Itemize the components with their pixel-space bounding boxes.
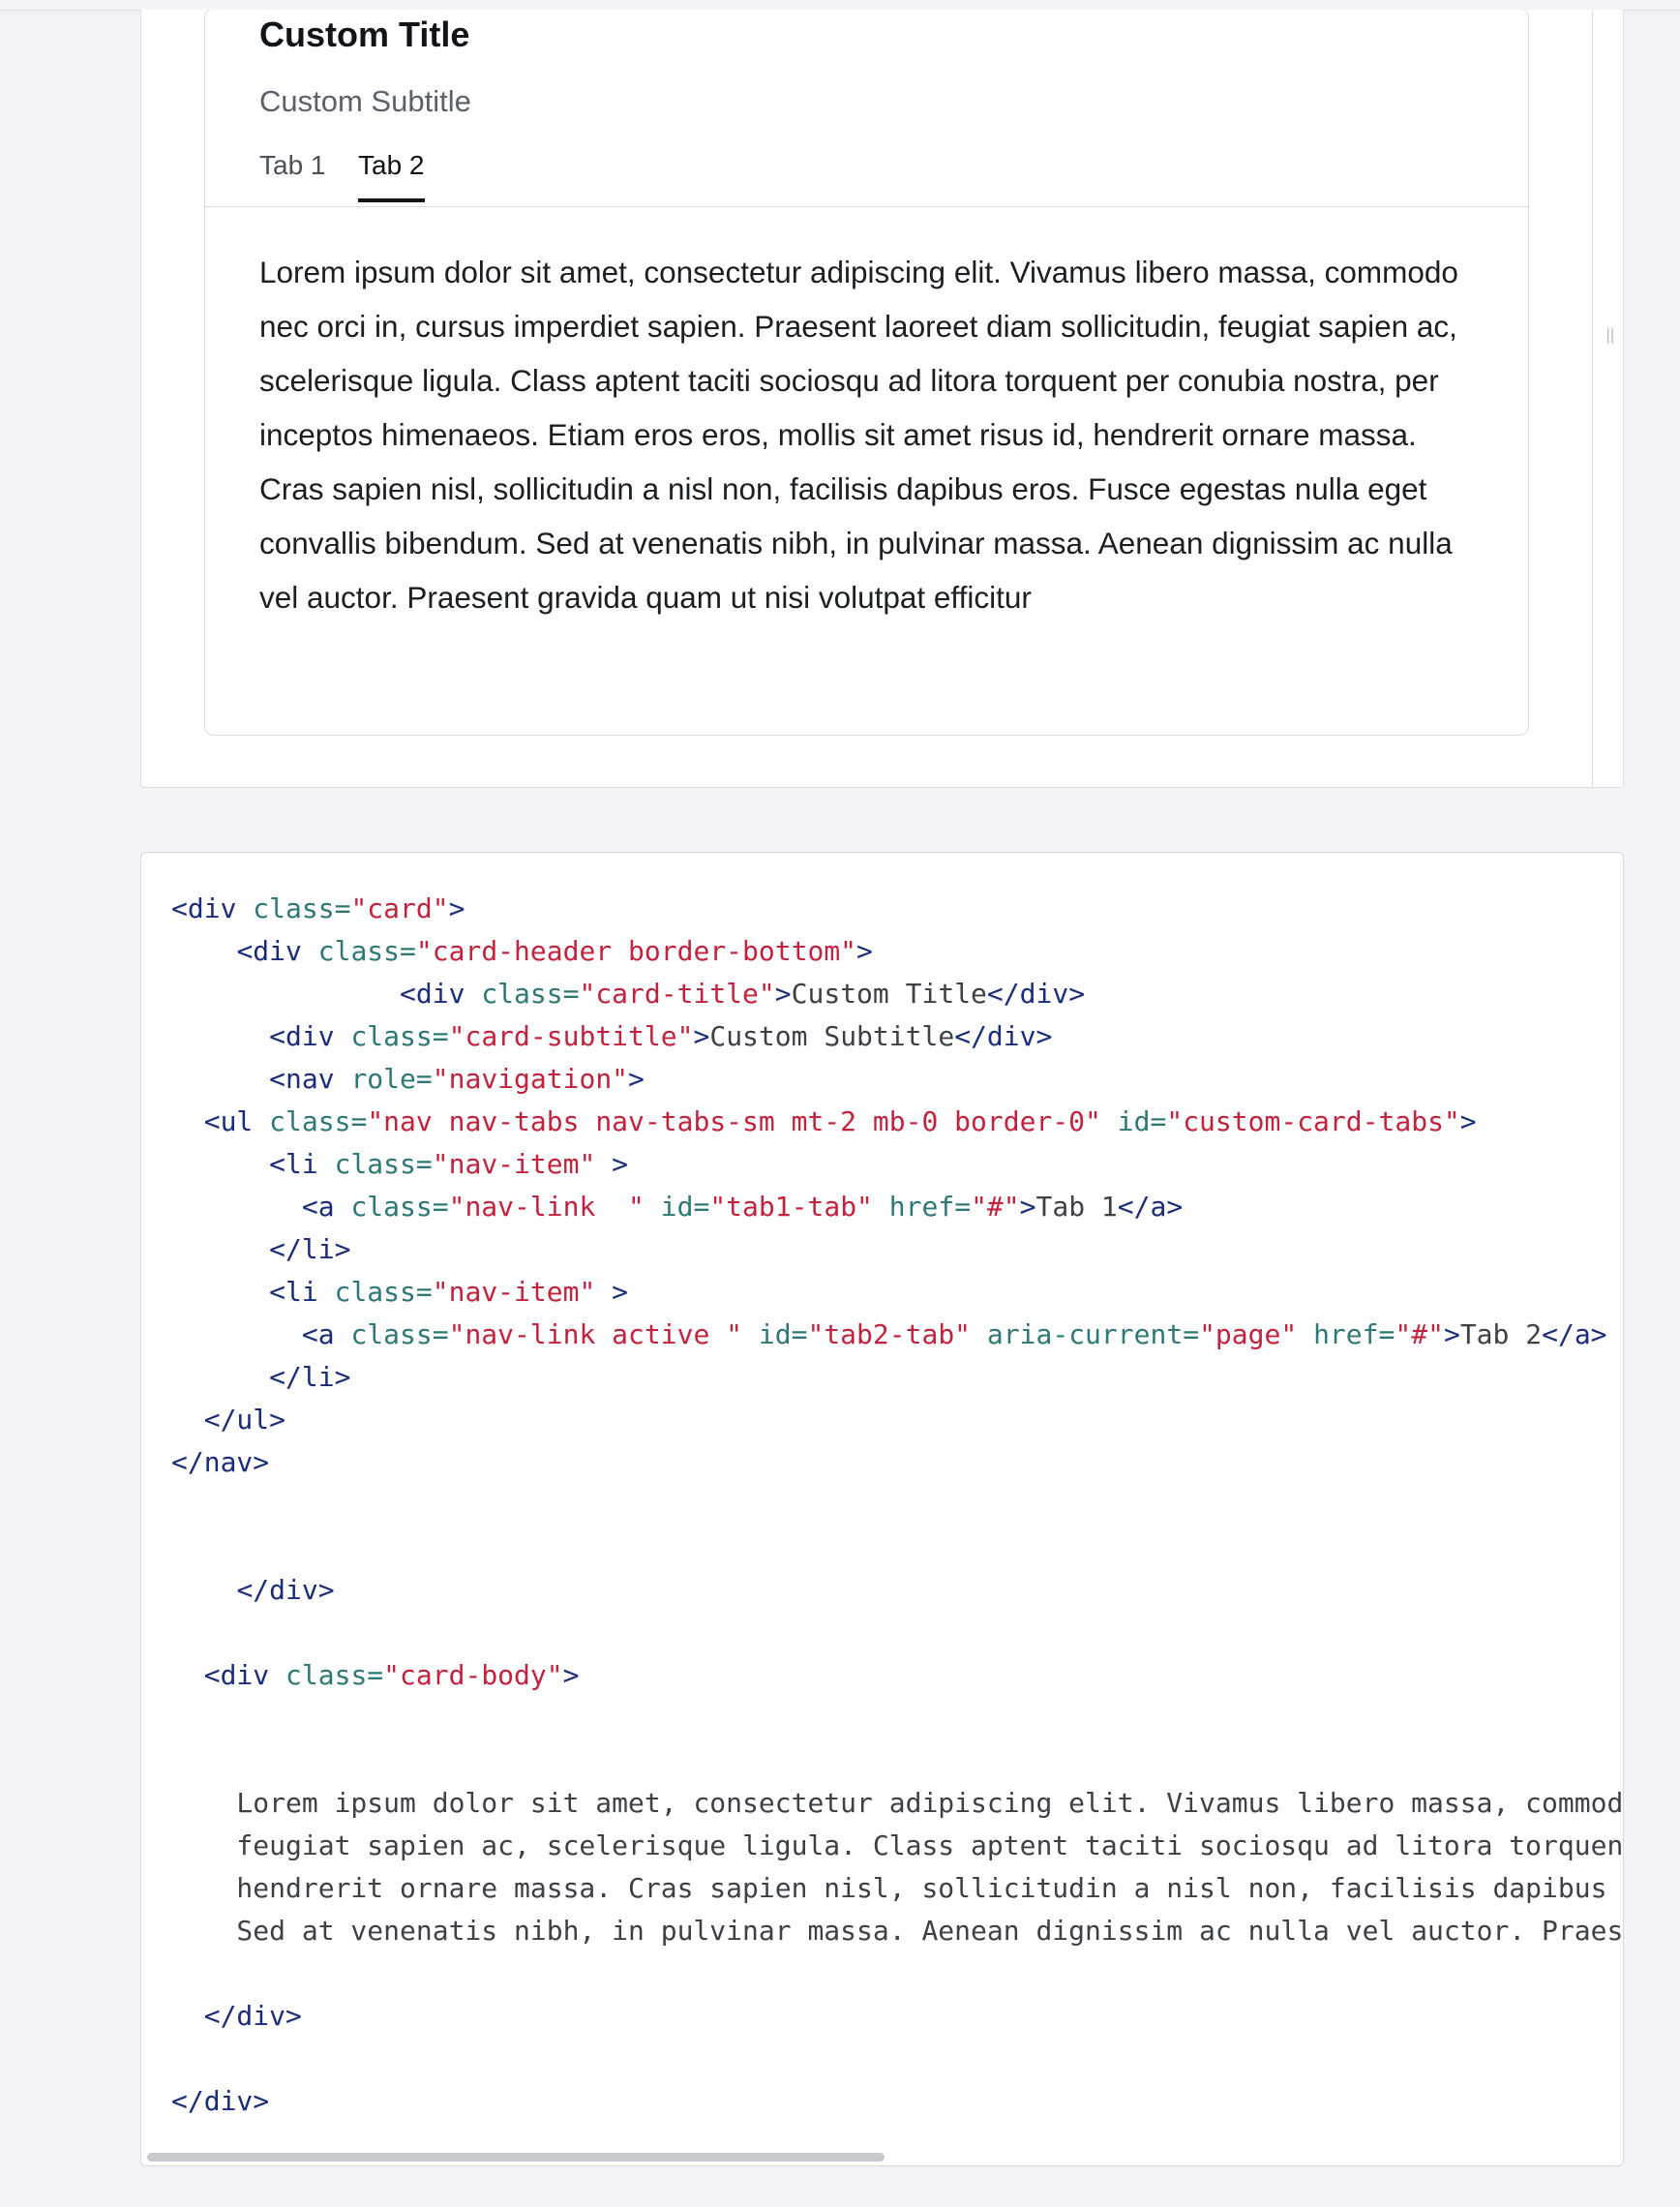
code-token: </li> bbox=[269, 1361, 351, 1393]
code-token: </div> bbox=[236, 1574, 335, 1606]
code-token: Sed at venenatis nibh, in pulvinar massa. Aenean dignissim ac nulla vel auctor. Praes bbox=[171, 1915, 1624, 1947]
code-line bbox=[171, 1399, 1623, 1441]
code-token: Custom Title bbox=[791, 978, 987, 1010]
code-token: class= bbox=[350, 1020, 449, 1052]
code-line bbox=[171, 1228, 1623, 1271]
code-line bbox=[171, 1654, 1623, 1697]
tab-2-active[interactable]: Tab 2 bbox=[358, 150, 425, 202]
code-token: Tab 2 bbox=[1459, 1318, 1543, 1350]
card-header bbox=[205, 10, 1528, 207]
code-token: > bbox=[1019, 1191, 1036, 1223]
code-token: > bbox=[628, 1063, 645, 1095]
code-line bbox=[171, 1441, 1623, 1484]
code-line bbox=[171, 1739, 1623, 1782]
code-token: </div> bbox=[203, 2000, 302, 2032]
code-token bbox=[171, 1105, 204, 1137]
code-listing bbox=[171, 888, 1623, 2123]
code-token bbox=[171, 1233, 269, 1265]
code-token: "card" bbox=[350, 892, 449, 924]
code-token: </ul> bbox=[203, 1404, 286, 1436]
code-line bbox=[171, 1867, 1623, 1910]
code-token: <nav bbox=[269, 1063, 351, 1095]
code-token: > bbox=[693, 1020, 710, 1052]
resize-handle-icon[interactable]: || bbox=[1605, 325, 1614, 344]
code-token bbox=[171, 1574, 236, 1606]
code-line bbox=[171, 1015, 1623, 1058]
code-line bbox=[171, 1356, 1623, 1399]
code-token: "card-header border-bottom" bbox=[415, 935, 857, 967]
code-token: href= bbox=[872, 1191, 972, 1223]
code-token: "nav nav-tabs nav-tabs-sm mt-2 mb-0 border-0" bbox=[367, 1105, 1101, 1137]
code-line bbox=[171, 1952, 1623, 1995]
code-token bbox=[171, 1276, 269, 1308]
code-token: class= bbox=[317, 935, 416, 967]
code-token: <div bbox=[203, 1659, 286, 1691]
preview-frame bbox=[140, 10, 1624, 788]
code-token bbox=[171, 935, 236, 967]
code-token: <div bbox=[171, 892, 254, 924]
code-token: "nav-item" bbox=[432, 1276, 596, 1308]
code-token: "nav-link " bbox=[448, 1191, 645, 1223]
code-token: Custom Subtitle bbox=[709, 1020, 955, 1052]
code-token: class= bbox=[269, 1105, 368, 1137]
code-token: class= bbox=[350, 1191, 449, 1223]
code-token bbox=[171, 1659, 204, 1691]
code-token: "#" bbox=[1395, 1318, 1444, 1350]
card-subtitle: Custom Subtitle bbox=[259, 84, 471, 118]
code-token: </a> bbox=[1117, 1191, 1184, 1223]
horizontal-scrollbar[interactable] bbox=[147, 2153, 885, 2162]
code-line bbox=[171, 1058, 1623, 1101]
code-token: > bbox=[1443, 1318, 1460, 1350]
code-token: class= bbox=[285, 1659, 384, 1691]
code-line bbox=[171, 1910, 1623, 1952]
code-line bbox=[171, 1484, 1623, 1527]
code-token: > bbox=[774, 978, 792, 1010]
code-token bbox=[171, 978, 400, 1010]
code-token: </li> bbox=[269, 1233, 351, 1265]
code-token bbox=[171, 1063, 269, 1095]
code-line bbox=[171, 1569, 1623, 1612]
code-token: <ul bbox=[203, 1105, 270, 1137]
code-token: role= bbox=[350, 1063, 433, 1095]
code-token: "nav-item" bbox=[432, 1148, 596, 1180]
code-token: class= bbox=[334, 1148, 433, 1180]
code-line bbox=[171, 2038, 1623, 2080]
code-token: > bbox=[1459, 1105, 1477, 1137]
code-token: class= bbox=[350, 1318, 449, 1350]
code-token: "tab1-tab" bbox=[709, 1191, 873, 1223]
code-token: "card-title" bbox=[579, 978, 775, 1010]
code-token: <li bbox=[269, 1148, 335, 1180]
code-line bbox=[171, 1995, 1623, 2038]
code-token: "page" bbox=[1199, 1318, 1298, 1350]
code-token: <li bbox=[269, 1276, 335, 1308]
code-token: > bbox=[856, 935, 873, 967]
code-token: id= bbox=[644, 1191, 710, 1223]
code-token bbox=[171, 1191, 302, 1223]
code-line bbox=[171, 1697, 1623, 1739]
code-token bbox=[171, 1361, 269, 1393]
code-line bbox=[171, 1612, 1623, 1654]
code-token bbox=[171, 1404, 204, 1436]
code-block bbox=[140, 852, 1624, 2166]
code-token: "card-body" bbox=[383, 1659, 563, 1691]
code-token: <a bbox=[301, 1191, 351, 1223]
code-line bbox=[171, 1314, 1623, 1356]
code-line bbox=[171, 1825, 1623, 1867]
code-token: </nav> bbox=[171, 1446, 270, 1478]
code-token: id= bbox=[742, 1318, 808, 1350]
code-token: id= bbox=[1100, 1105, 1167, 1137]
code-token: "#" bbox=[971, 1191, 1020, 1223]
code-token: class= bbox=[253, 892, 351, 924]
code-token bbox=[171, 1020, 269, 1052]
code-line bbox=[171, 1143, 1623, 1186]
code-line bbox=[171, 1782, 1623, 1825]
code-line bbox=[171, 1527, 1623, 1569]
code-token: </div> bbox=[986, 978, 1086, 1010]
code-token: href= bbox=[1297, 1318, 1395, 1350]
card bbox=[204, 10, 1529, 736]
code-token: <div bbox=[269, 1020, 351, 1052]
code-line bbox=[171, 930, 1623, 973]
code-line bbox=[171, 973, 1623, 1015]
code-token: "tab2-tab" bbox=[807, 1318, 972, 1350]
tab-1[interactable]: Tab 1 bbox=[259, 150, 326, 180]
code-token bbox=[171, 1318, 302, 1350]
code-token: <div bbox=[236, 935, 318, 967]
code-token: aria-current= bbox=[971, 1318, 1200, 1350]
code-token: "nav-link active " bbox=[448, 1318, 743, 1350]
code-token: </a> bbox=[1542, 1318, 1607, 1350]
code-token: > bbox=[562, 1659, 580, 1691]
code-token: > bbox=[595, 1148, 629, 1180]
code-token: class= bbox=[481, 978, 580, 1010]
code-token bbox=[171, 1148, 269, 1180]
code-token: <div bbox=[400, 978, 482, 1010]
resize-gutter[interactable] bbox=[1592, 10, 1623, 787]
card-body-text: Lorem ipsum dolor sit amet, consectetur adipiscing elit. Vivamus libero massa, commodo nec orci in, cursus imperdiet sapien. Praesent laoreet diam sollicitudin, feugiat sapien ac, scelerisque ligula. Class aptent taciti sociosqu ad litora torquent per conubia nostra, per inceptos himenaeos. Etiam eros eros, mollis sit amet risus id, hendrerit ornare massa. Cras sapien nisl, sollicitudin a nisl non, facilisis dapibus eros. Fusce egestas nulla eget convallis bibendum. Sed at venenatis nibh, in pulvinar massa. Aenean dignissim ac nulla vel auctor. Praesent gravida quam ut nisi volutpat efficitur bbox=[259, 255, 1458, 615]
code-line bbox=[171, 2080, 1623, 2123]
code-line bbox=[171, 1101, 1623, 1143]
code-token: hendrerit ornare massa. Cras sapien nisl, sollicitudin a nisl non, facilisis dapibus bbox=[171, 1872, 1607, 1904]
code-token: Lorem ipsum dolor sit amet, consectetur adipiscing elit. Vivamus libero massa, commod bbox=[171, 1787, 1624, 1819]
code-token bbox=[171, 2000, 204, 2032]
code-token: feugiat sapien ac, scelerisque ligula. Class aptent taciti sociosqu ad litora torquen bbox=[171, 1829, 1624, 1861]
code-token: Tab 1 bbox=[1035, 1191, 1118, 1223]
code-token: > bbox=[448, 892, 465, 924]
card-title: Custom Title bbox=[259, 15, 470, 54]
code-token: "navigation" bbox=[432, 1063, 629, 1095]
code-token: </div> bbox=[954, 1020, 1053, 1052]
code-token: class= bbox=[334, 1276, 433, 1308]
code-token: </div> bbox=[171, 2085, 270, 2117]
code-line bbox=[171, 1186, 1623, 1228]
code-line bbox=[171, 888, 1623, 930]
code-token: > bbox=[595, 1276, 629, 1308]
code-line bbox=[171, 1271, 1623, 1314]
code-token: <a bbox=[301, 1318, 351, 1350]
code-token: "custom-card-tabs" bbox=[1166, 1105, 1460, 1137]
code-token: "card-subtitle" bbox=[448, 1020, 694, 1052]
